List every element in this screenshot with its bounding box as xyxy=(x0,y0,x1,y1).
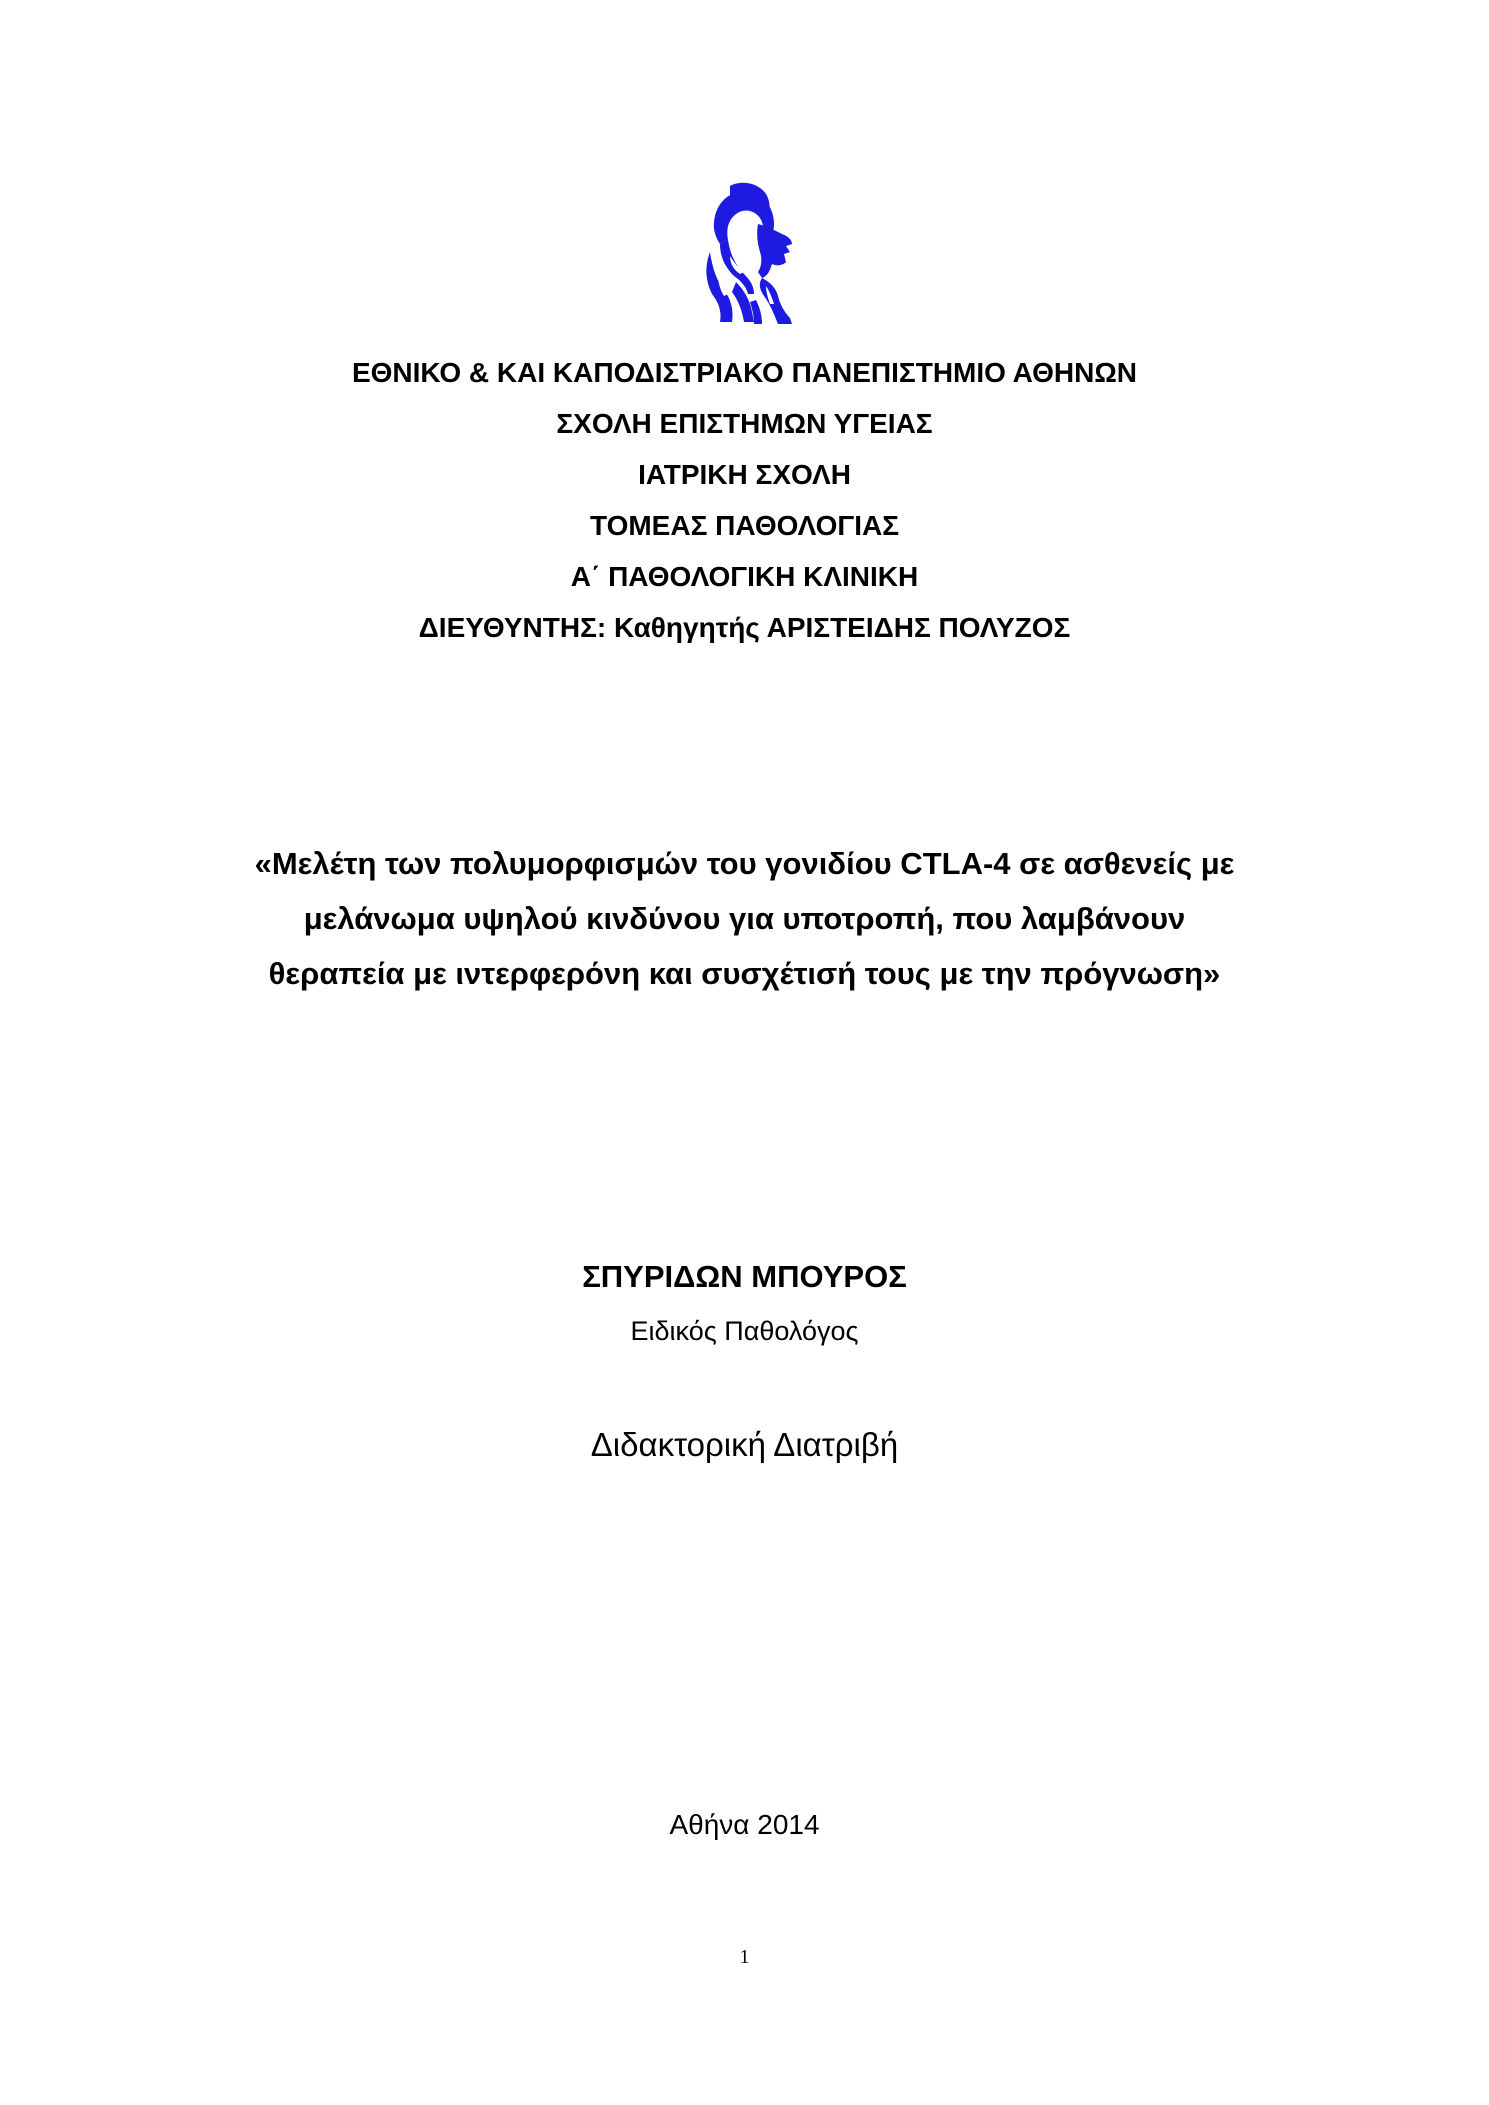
author-role: Ειδικός Παθολόγος xyxy=(630,1316,859,1346)
institution-department: ΤΟΜΕΑΣ ΠΑΘΟΛΟΓΙΑΣ xyxy=(589,510,899,541)
institution-director: ΔΙΕΥΘΥΝΤΗΣ: Καθηγητής ΑΡΙΣΤΕΙΔΗΣ ΠΟΛΥΖΟΣ xyxy=(418,612,1071,643)
athena-head-logo-icon xyxy=(700,182,808,328)
place-year: Αθήνα 2014 xyxy=(669,1809,820,1840)
institution-university: ΕΘΝΙΚΟ & ΚΑΙ ΚΑΠΟΔΙΣΤΡΙΑΚΟ ΠΑΝΕΠΙΣΤΗΜΙΟ ΑΘΗΝΩΝ xyxy=(351,357,1138,388)
institution-school-health-sciences: ΣΧΟΛΗ ΕΠΙΣΤΗΜΩΝ ΥΓΕΙΑΣ xyxy=(556,408,933,439)
institution-clinic: Α΄ ΠΑΘΟΛΟΓΙΚΗ ΚΛΙΝΙΚΗ xyxy=(570,561,919,592)
page-number: 1 xyxy=(739,1946,750,1968)
author-name: ΣΠΥΡΙΔΩΝ ΜΠΟΥΡΟΣ xyxy=(582,1259,907,1294)
document-type: Διδακτορική Διατριβή xyxy=(590,1426,899,1463)
institution-medical-school: ΙΑΤΡΙΚΗ ΣΧΟΛΗ xyxy=(638,459,851,490)
thesis-title-line-1: «Μελέτη των πολυμορφισμών του γονιδίου CTLA-4 σε ασθενείς με xyxy=(254,846,1235,881)
thesis-title-line-3: θεραπεία με ιντερφερόνη και συσχέτισή τους με την πρόγνωση» xyxy=(268,956,1221,991)
thesis-title-line-2: μελάνωμα υψηλού κινδύνου για υποτροπή, που λαμβάνουν xyxy=(303,901,1186,936)
